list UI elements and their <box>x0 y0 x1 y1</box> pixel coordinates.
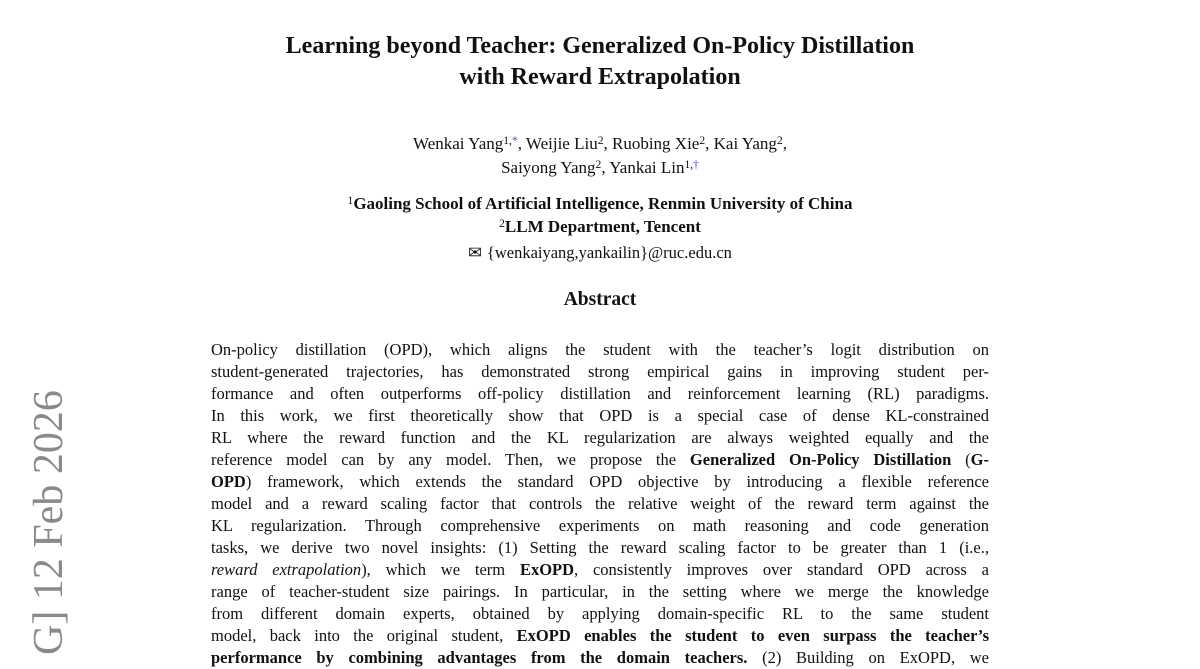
text-segment: LLM Department, Tencent <box>504 217 701 236</box>
paper-title-line2: with Reward Extrapolation <box>459 64 741 90</box>
text-segment: OPD <box>211 472 246 491</box>
envelope-icon: ✉ <box>468 243 482 262</box>
affiliation-line-1 <box>0 193 1200 216</box>
arxiv-watermark: G] 12 Feb 2026 <box>26 390 72 655</box>
text-segment: ExOPD enables the student to even surpass the teacher’s <box>516 626 990 645</box>
abstract-line <box>211 647 989 669</box>
text-segment: On-policy distillation (OPD), which aligns the student with the teacher’s logit distribution on <box>211 340 989 359</box>
text-segment: reward extrapolation <box>211 560 362 579</box>
abstract-line <box>211 405 989 427</box>
text-segment: , Ruobing Xie <box>603 134 700 153</box>
text-segment: 1, <box>684 157 694 171</box>
abstract-line <box>211 339 989 361</box>
text-segment: student-generated trajectories, has demonstrated strong empirical gains in improving student per- <box>211 362 989 381</box>
text-segment: from different domain experts, obtained by applying domain-specific RL to the same student <box>211 604 989 623</box>
text-segment: Wenkai Yang <box>413 134 504 153</box>
text-segment: RL where the reward function and the KL regularization are always weighted equally and the <box>211 428 989 447</box>
text-segment: , consistently improves over standard OPD across a <box>574 560 989 579</box>
text-segment: 1 <box>347 193 354 207</box>
abstract-body <box>211 339 989 669</box>
text-segment: KL regularization. Through comprehensive experiments on math reasoning and code generation <box>211 516 989 535</box>
footnote-marker-link[interactable]: * <box>511 133 518 147</box>
text-segment: ) framework, which extends the standard OPD objective by introducing a flexible reference <box>245 472 989 491</box>
text-segment: ), which we term <box>361 560 520 579</box>
text-segment: , Kai Yang <box>705 134 777 153</box>
abstract-line <box>211 625 989 647</box>
text-segment: 2 <box>499 216 505 230</box>
author-line-2 <box>0 157 1200 181</box>
affiliation-block <box>0 193 1200 239</box>
text-segment: , Weijie Liu <box>517 134 598 153</box>
text-segment: 2 <box>597 133 604 147</box>
paper-title <box>0 31 1200 93</box>
text-segment: model and a reward scaling factor that controls the relative weight of the reward term against the <box>211 494 989 513</box>
abstract-line <box>211 361 989 383</box>
abstract-line <box>211 515 989 537</box>
affiliation-line-2 <box>0 216 1200 239</box>
text-segment: performance by combining advantages from the domain teachers. <box>211 648 748 667</box>
text-segment: In this work, we first theoretically show that OPD is a special case of dense KL-constrained <box>211 406 989 425</box>
footnote-marker-link[interactable]: † <box>693 157 699 171</box>
paper-title-line1: Learning beyond Teacher: Generalized On-Policy Distillation <box>285 33 915 59</box>
author-block <box>0 133 1200 181</box>
text-segment: formance and often outperforms off-policy distillation and reinforcement learning (RL) paradigms. <box>211 384 989 403</box>
text-segment: 2 <box>776 133 783 147</box>
text-segment: model, back into the original student, <box>211 626 517 645</box>
abstract-line <box>211 427 989 449</box>
text-segment: (2) Building on ExOPD, we <box>747 648 989 667</box>
abstract-line <box>211 581 989 603</box>
abstract-line <box>211 449 989 471</box>
text-segment: , Yankai Lin <box>601 158 685 177</box>
author-line-1 <box>0 133 1200 157</box>
text-segment: G- <box>970 450 990 469</box>
abstract-line <box>211 559 989 581</box>
text-segment: Generalized On-Policy Distillation <box>689 450 952 469</box>
abstract-heading: Abstract <box>563 289 637 310</box>
email-address[interactable]: {wenkaiyang,yankailin}@ruc.edu.cn <box>486 243 732 262</box>
text-segment: 1, <box>503 133 512 147</box>
text-segment: ExOPD <box>519 560 575 579</box>
text-segment: Gaoling School of Artificial Intelligence, Renmin University of China <box>353 194 853 213</box>
abstract-line <box>211 603 989 625</box>
text-segment: , <box>782 134 787 153</box>
abstract-line <box>211 383 989 405</box>
abstract-line <box>211 471 989 493</box>
text-segment: reference model can by any model. Then, we propose the <box>211 450 690 469</box>
text-segment: range of teacher-student size pairings. In particular, in the setting where we merge the knowledge <box>211 582 989 601</box>
text-segment: tasks, we derive two novel insights: (1) Setting the reward scaling factor to be greater than 1 (i.e., <box>211 538 989 557</box>
abstract-line <box>211 537 989 559</box>
text-segment: Saiyong Yang <box>501 158 596 177</box>
text-segment: 2 <box>595 157 602 171</box>
email-line <box>0 243 1200 263</box>
abstract-line <box>211 493 989 515</box>
text-segment: ( <box>951 450 971 469</box>
text-segment: 2 <box>699 133 706 147</box>
